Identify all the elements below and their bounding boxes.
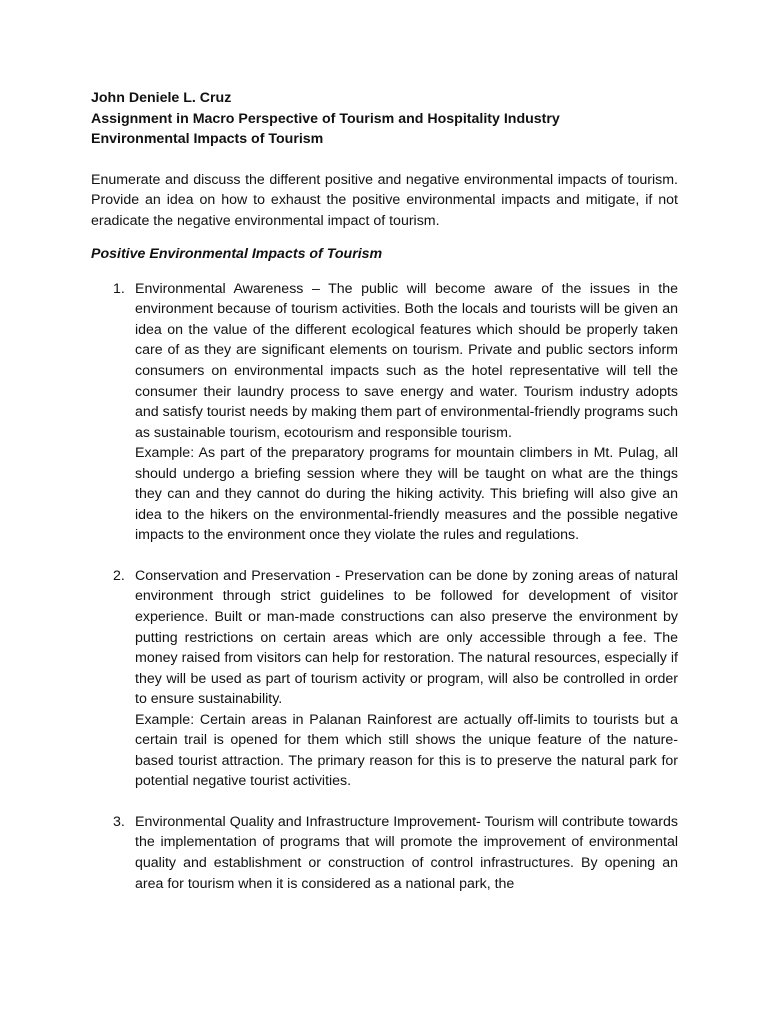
list-item-number: 3. — [113, 813, 125, 830]
list-item-number: 2. — [113, 567, 125, 584]
list-item-text: Environmental Awareness – The public will become aware of the issues in the environment because of tourism activities. Both the locals and tourists will be given an idea on the value of the different ecological features which should be properly taken care of as they are significant elements on tourism. Private and public sectors inform consumers on environmental impacts such as the hotel representative will tell the consumer their laundry process to save energy and water. Tourism industry adopts and satisfy tourist needs by making them part of environmental-friendly programs such as sustainable tourism, ecotourism and responsible tourism. — [135, 280, 678, 441]
topic-title: Environmental Impacts of Tourism — [91, 131, 324, 147]
document-page — [91, 88, 678, 894]
assignment-title: Assignment in Macro Perspective of Tourism and Hospitality Industry — [91, 110, 560, 127]
list-item-number: 1. — [113, 280, 125, 297]
list-item — [91, 279, 678, 546]
list-item-example: Example: As part of the preparatory programs for mountain climbers in Mt. Pulag, all should undergo a briefing session where they will be taught on what are the things they can and they cannot do during the hiking activity. This briefing will also give an idea to the hikers on the environmental-friendly measures and the possible negative impacts to the environment once they violate the rules and regulations. — [135, 445, 678, 544]
list-item-text: Conservation and Preservation - Preservation can be done by zoning areas of natural environment through strict guidelines to be followed for development of visitor experience. Built or man-made constructions can also preserve the environment by putting restrictions on certain areas which are only accessible through a fee. The money raised from visitors can help for restoration. The natural resources, especially if they will be used as part of tourism activity or program, will also be controlled in order to ensure sustainability. — [135, 567, 678, 708]
list-item-example: Example: Certain areas in Palanan Rainforest are actually off-limits to tourists but a certain trail is opened for them which still shows the unique feature of the nature-based tourist attraction. The primary reason for this is to preserve the natural park for potential negative tourist activities. — [135, 711, 678, 790]
list-item — [91, 566, 678, 792]
list-item — [91, 812, 678, 894]
section-heading: Positive Environmental Impacts of Tourism — [91, 246, 383, 263]
intro-paragraph: Enumerate and discuss the different positive and negative environmental impacts of tourism. Provide an idea on how to exhaust the positive environmental impacts and mitigate, if not eradicate the negative environmental impact of tourism. — [91, 171, 678, 229]
author-name: John Deniele L. Cruz — [91, 90, 232, 106]
list-item-text: Environmental Quality and Infrastructure Improvement- Tourism will contribute towards the implementation of programs that will promote the improvement of environmental quality and establishment or construction of control infrastructures. By opening an area for tourism when it is considered as a national park, the — [135, 813, 678, 892]
